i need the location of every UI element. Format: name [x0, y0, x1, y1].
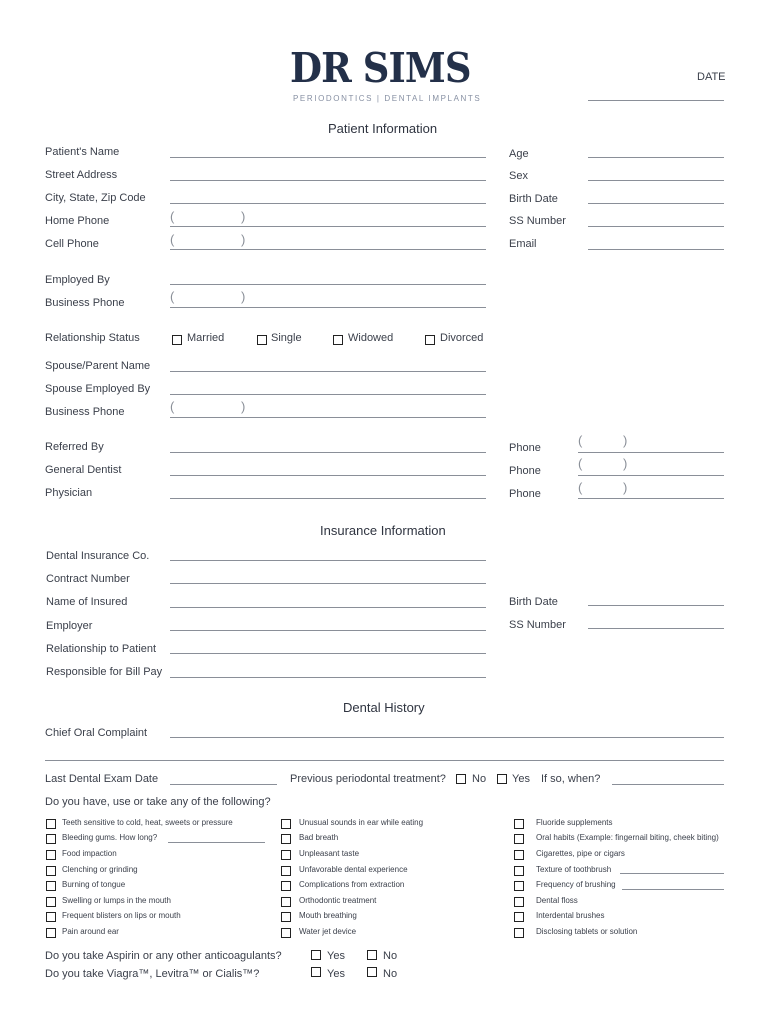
chief-complaint-field-2[interactable] — [45, 760, 724, 761]
ss-number-label: SS Number — [509, 215, 566, 227]
dentist-phone-field[interactable] — [578, 475, 724, 476]
area-code-open: ( — [170, 209, 175, 224]
blisters-checkbox[interactable] — [46, 912, 56, 922]
orthodontic-checkbox[interactable] — [281, 897, 291, 907]
employer-field[interactable] — [170, 630, 486, 631]
if-so-when-label: If so, when? — [541, 773, 601, 785]
employer-label: Employer — [46, 620, 93, 632]
street-address-field[interactable] — [170, 180, 486, 181]
physician-phone-field[interactable] — [578, 498, 724, 499]
area-code-open: ( — [578, 480, 583, 495]
bleeding-gums-label: Bleeding gums. How long? — [62, 833, 158, 842]
previous-treatment-yes-checkbox[interactable] — [497, 774, 507, 784]
insured-birth-date-label: Birth Date — [509, 596, 558, 608]
date-label: DATE — [697, 71, 726, 83]
spouse-business-phone-label: Business Phone — [45, 406, 125, 418]
relationship-to-patient-field[interactable] — [170, 653, 486, 654]
dental-insurance-field[interactable] — [170, 560, 486, 561]
complications-extraction-label: Complications from extraction — [299, 880, 405, 889]
spouse-parent-label: Spouse/Parent Name — [45, 360, 151, 372]
bleeding-gums-field[interactable] — [168, 842, 265, 843]
complications-extraction-checkbox[interactable] — [281, 881, 291, 891]
employed-by-label: Employed By — [45, 274, 110, 286]
general-dentist-field[interactable] — [170, 475, 486, 476]
oral-habits-checkbox[interactable] — [514, 834, 524, 844]
area-code-open: ( — [578, 456, 583, 471]
food-impaction-label: Food impaction — [62, 849, 117, 858]
if-so-when-field[interactable] — [612, 784, 724, 785]
contract-number-field[interactable] — [170, 583, 486, 584]
viagra-yes-checkbox[interactable] — [311, 967, 321, 977]
section-title-insurance: Insurance Information — [320, 523, 446, 538]
checklist-question: Do you have, use or take any of the following? — [45, 796, 271, 808]
area-code-open: ( — [578, 433, 583, 448]
toothbrush-texture-field[interactable] — [620, 873, 724, 874]
area-code-close: ) — [623, 433, 628, 448]
mouth-breathing-label: Mouth breathing — [299, 911, 357, 920]
last-exam-field[interactable] — [170, 784, 277, 785]
aspirin-yes-label: Yes — [327, 950, 345, 962]
dental-floss-checkbox[interactable] — [514, 897, 524, 907]
oral-habits-label: Oral habits (Example: fingernail biting, cheek biting) — [536, 833, 719, 842]
name-of-insured-field[interactable] — [170, 607, 486, 608]
viagra-no-label: No — [383, 968, 398, 980]
insured-ss-number-field[interactable] — [588, 628, 724, 629]
bad-breath-checkbox[interactable] — [281, 834, 291, 844]
cigarettes-label: Cigarettes, pipe or cigars — [536, 849, 625, 858]
last-exam-label: Last Dental Exam Date — [45, 773, 159, 785]
chief-complaint-field[interactable] — [170, 737, 724, 738]
email-field[interactable] — [588, 249, 724, 250]
referred-phone-label: Phone — [509, 442, 541, 454]
brushing-frequency-label: Frequency of brushing — [536, 880, 616, 889]
dental-floss-label: Dental floss — [536, 896, 578, 905]
business-phone-label: Business Phone — [45, 297, 125, 309]
bleeding-gums-checkbox[interactable] — [46, 834, 56, 844]
widowed-label: Widowed — [348, 332, 394, 344]
previous-treatment-no-checkbox[interactable] — [456, 774, 466, 784]
single-label: Single — [271, 332, 302, 344]
birth-date-field[interactable] — [588, 203, 724, 204]
area-code-close: ) — [623, 456, 628, 471]
mouth-breathing-checkbox[interactable] — [281, 912, 291, 922]
burning-tongue-checkbox[interactable] — [46, 881, 56, 891]
disclosing-tablets-checkbox[interactable] — [514, 928, 524, 938]
water-jet-checkbox[interactable] — [281, 928, 291, 938]
cell-phone-label: Cell Phone — [45, 238, 99, 250]
swelling-label: Swelling or lumps in the mouth — [62, 896, 171, 905]
unusual-sounds-checkbox[interactable] — [281, 819, 291, 829]
burning-tongue-label: Burning of tongue — [62, 880, 126, 889]
insured-ss-number-label: SS Number — [509, 619, 566, 631]
orthodontic-label: Orthodontic treatment — [299, 896, 377, 905]
blisters-label: Frequent blisters on lips or mouth — [62, 911, 181, 920]
area-code-close: ) — [241, 399, 246, 414]
section-title-patient: Patient Information — [328, 121, 438, 136]
divorced-label: Divorced — [440, 332, 484, 344]
area-code-open: ( — [170, 232, 175, 247]
physician-label: Physician — [45, 487, 93, 499]
responsible-bill-label: Responsible for Bill Pay — [46, 666, 163, 678]
employed-by-field[interactable] — [170, 284, 486, 285]
unpleasant-taste-label: Unpleasant taste — [299, 849, 360, 858]
date-field[interactable] — [588, 100, 724, 101]
spouse-employed-field[interactable] — [170, 394, 486, 395]
interdental-brushes-checkbox[interactable] — [514, 912, 524, 922]
pain-ear-checkbox[interactable] — [46, 928, 56, 938]
email-label: Email — [509, 238, 537, 250]
disclosing-tablets-label: Disclosing tablets or solution — [536, 927, 638, 936]
logo-tagline: PERIODONTICS | DENTAL IMPLANTS — [293, 94, 482, 103]
unfavorable-experience-label: Unfavorable dental experience — [299, 865, 408, 874]
previous-treatment-label: Previous periodontal treatment? — [290, 773, 446, 785]
married-checkbox[interactable] — [172, 335, 182, 345]
dentist-phone-label: Phone — [509, 465, 541, 477]
swelling-checkbox[interactable] — [46, 897, 56, 907]
unusual-sounds-label: Unusual sounds in ear while eating — [299, 818, 424, 827]
referred-phone-field[interactable] — [578, 452, 724, 453]
aspirin-no-checkbox[interactable] — [367, 950, 377, 960]
contract-number-label: Contract Number — [46, 573, 130, 585]
logo: DR SIMS — [290, 44, 471, 92]
dental-insurance-label: Dental Insurance Co. — [46, 550, 150, 562]
area-code-close: ) — [241, 232, 246, 247]
responsible-bill-field[interactable] — [170, 677, 486, 678]
married-label: Married — [187, 332, 225, 344]
single-checkbox[interactable] — [257, 335, 267, 345]
area-code-open: ( — [170, 399, 175, 414]
brushing-frequency-field[interactable] — [622, 889, 724, 890]
aspirin-no-label: No — [383, 950, 398, 962]
bad-breath-label: Bad breath — [299, 833, 339, 842]
brushing-frequency-checkbox[interactable] — [514, 881, 524, 891]
name-of-insured-label: Name of Insured — [46, 596, 128, 608]
spouse-parent-field[interactable] — [170, 371, 486, 372]
viagra-question: Do you take Viagra™, Levitra™ or Cialis™? — [45, 968, 260, 980]
previous-treatment-yes-label: Yes — [512, 773, 530, 785]
cigarettes-checkbox[interactable] — [514, 850, 524, 860]
insured-birth-date-field[interactable] — [588, 605, 724, 606]
referred-by-label: Referred By — [45, 441, 104, 453]
viagra-yes-label: Yes — [327, 968, 345, 980]
water-jet-label: Water jet device — [299, 927, 357, 936]
area-code-close: ) — [241, 289, 246, 304]
chief-complaint-label: Chief Oral Complaint — [45, 727, 148, 739]
area-code-open: ( — [170, 289, 175, 304]
spouse-business-phone-field[interactable] — [170, 417, 486, 418]
age-field[interactable] — [588, 157, 724, 158]
patient-name-field[interactable] — [170, 157, 486, 158]
physician-phone-label: Phone — [509, 488, 541, 500]
interdental-brushes-label: Interdental brushes — [536, 911, 605, 920]
cell-phone-field[interactable] — [170, 249, 486, 250]
area-code-close: ) — [241, 209, 246, 224]
clenching-label: Clenching or grinding — [62, 865, 138, 874]
general-dentist-label: General Dentist — [45, 464, 122, 476]
sex-label: Sex — [509, 170, 528, 182]
age-label: Age — [509, 148, 529, 160]
divorced-checkbox[interactable] — [425, 335, 435, 345]
spouse-employed-label: Spouse Employed By — [45, 383, 151, 395]
physician-field[interactable] — [170, 498, 486, 499]
relationship-status-label: Relationship Status — [45, 332, 140, 344]
area-code-close: ) — [623, 480, 628, 495]
fluoride-label: Fluoride supplements — [536, 818, 613, 827]
street-address-label: Street Address — [45, 169, 118, 181]
food-impaction-checkbox[interactable] — [46, 850, 56, 860]
clenching-checkbox[interactable] — [46, 866, 56, 876]
ss-number-field[interactable] — [588, 226, 724, 227]
section-title-history: Dental History — [343, 700, 425, 715]
aspirin-yes-checkbox[interactable] — [311, 950, 321, 960]
toothbrush-texture-label: Texture of toothbrush — [536, 865, 612, 874]
viagra-no-checkbox[interactable] — [367, 967, 377, 977]
fluoride-checkbox[interactable] — [514, 819, 524, 829]
aspirin-question: Do you take Aspirin or any other anticoagulants? — [45, 950, 282, 962]
home-phone-label: Home Phone — [45, 215, 110, 227]
teeth-sensitive-label: Teeth sensitive to cold, heat, sweets or pressure — [62, 818, 233, 827]
widowed-checkbox[interactable] — [333, 335, 343, 345]
birth-date-label: Birth Date — [509, 193, 558, 205]
business-phone-field[interactable] — [170, 307, 486, 308]
city-state-zip-field[interactable] — [170, 203, 486, 204]
city-state-zip-label: City, State, Zip Code — [45, 192, 146, 204]
unfavorable-experience-checkbox[interactable] — [281, 866, 291, 876]
relationship-to-patient-label: Relationship to Patient — [46, 643, 157, 655]
toothbrush-texture-checkbox[interactable] — [514, 866, 524, 876]
unpleasant-taste-checkbox[interactable] — [281, 850, 291, 860]
teeth-sensitive-checkbox[interactable] — [46, 819, 56, 829]
sex-field[interactable] — [588, 180, 724, 181]
home-phone-field[interactable] — [170, 226, 486, 227]
referred-by-field[interactable] — [170, 452, 486, 453]
pain-ear-label: Pain around ear — [62, 927, 119, 936]
patient-name-label: Patient's Name — [45, 146, 120, 158]
previous-treatment-no-label: No — [472, 773, 487, 785]
